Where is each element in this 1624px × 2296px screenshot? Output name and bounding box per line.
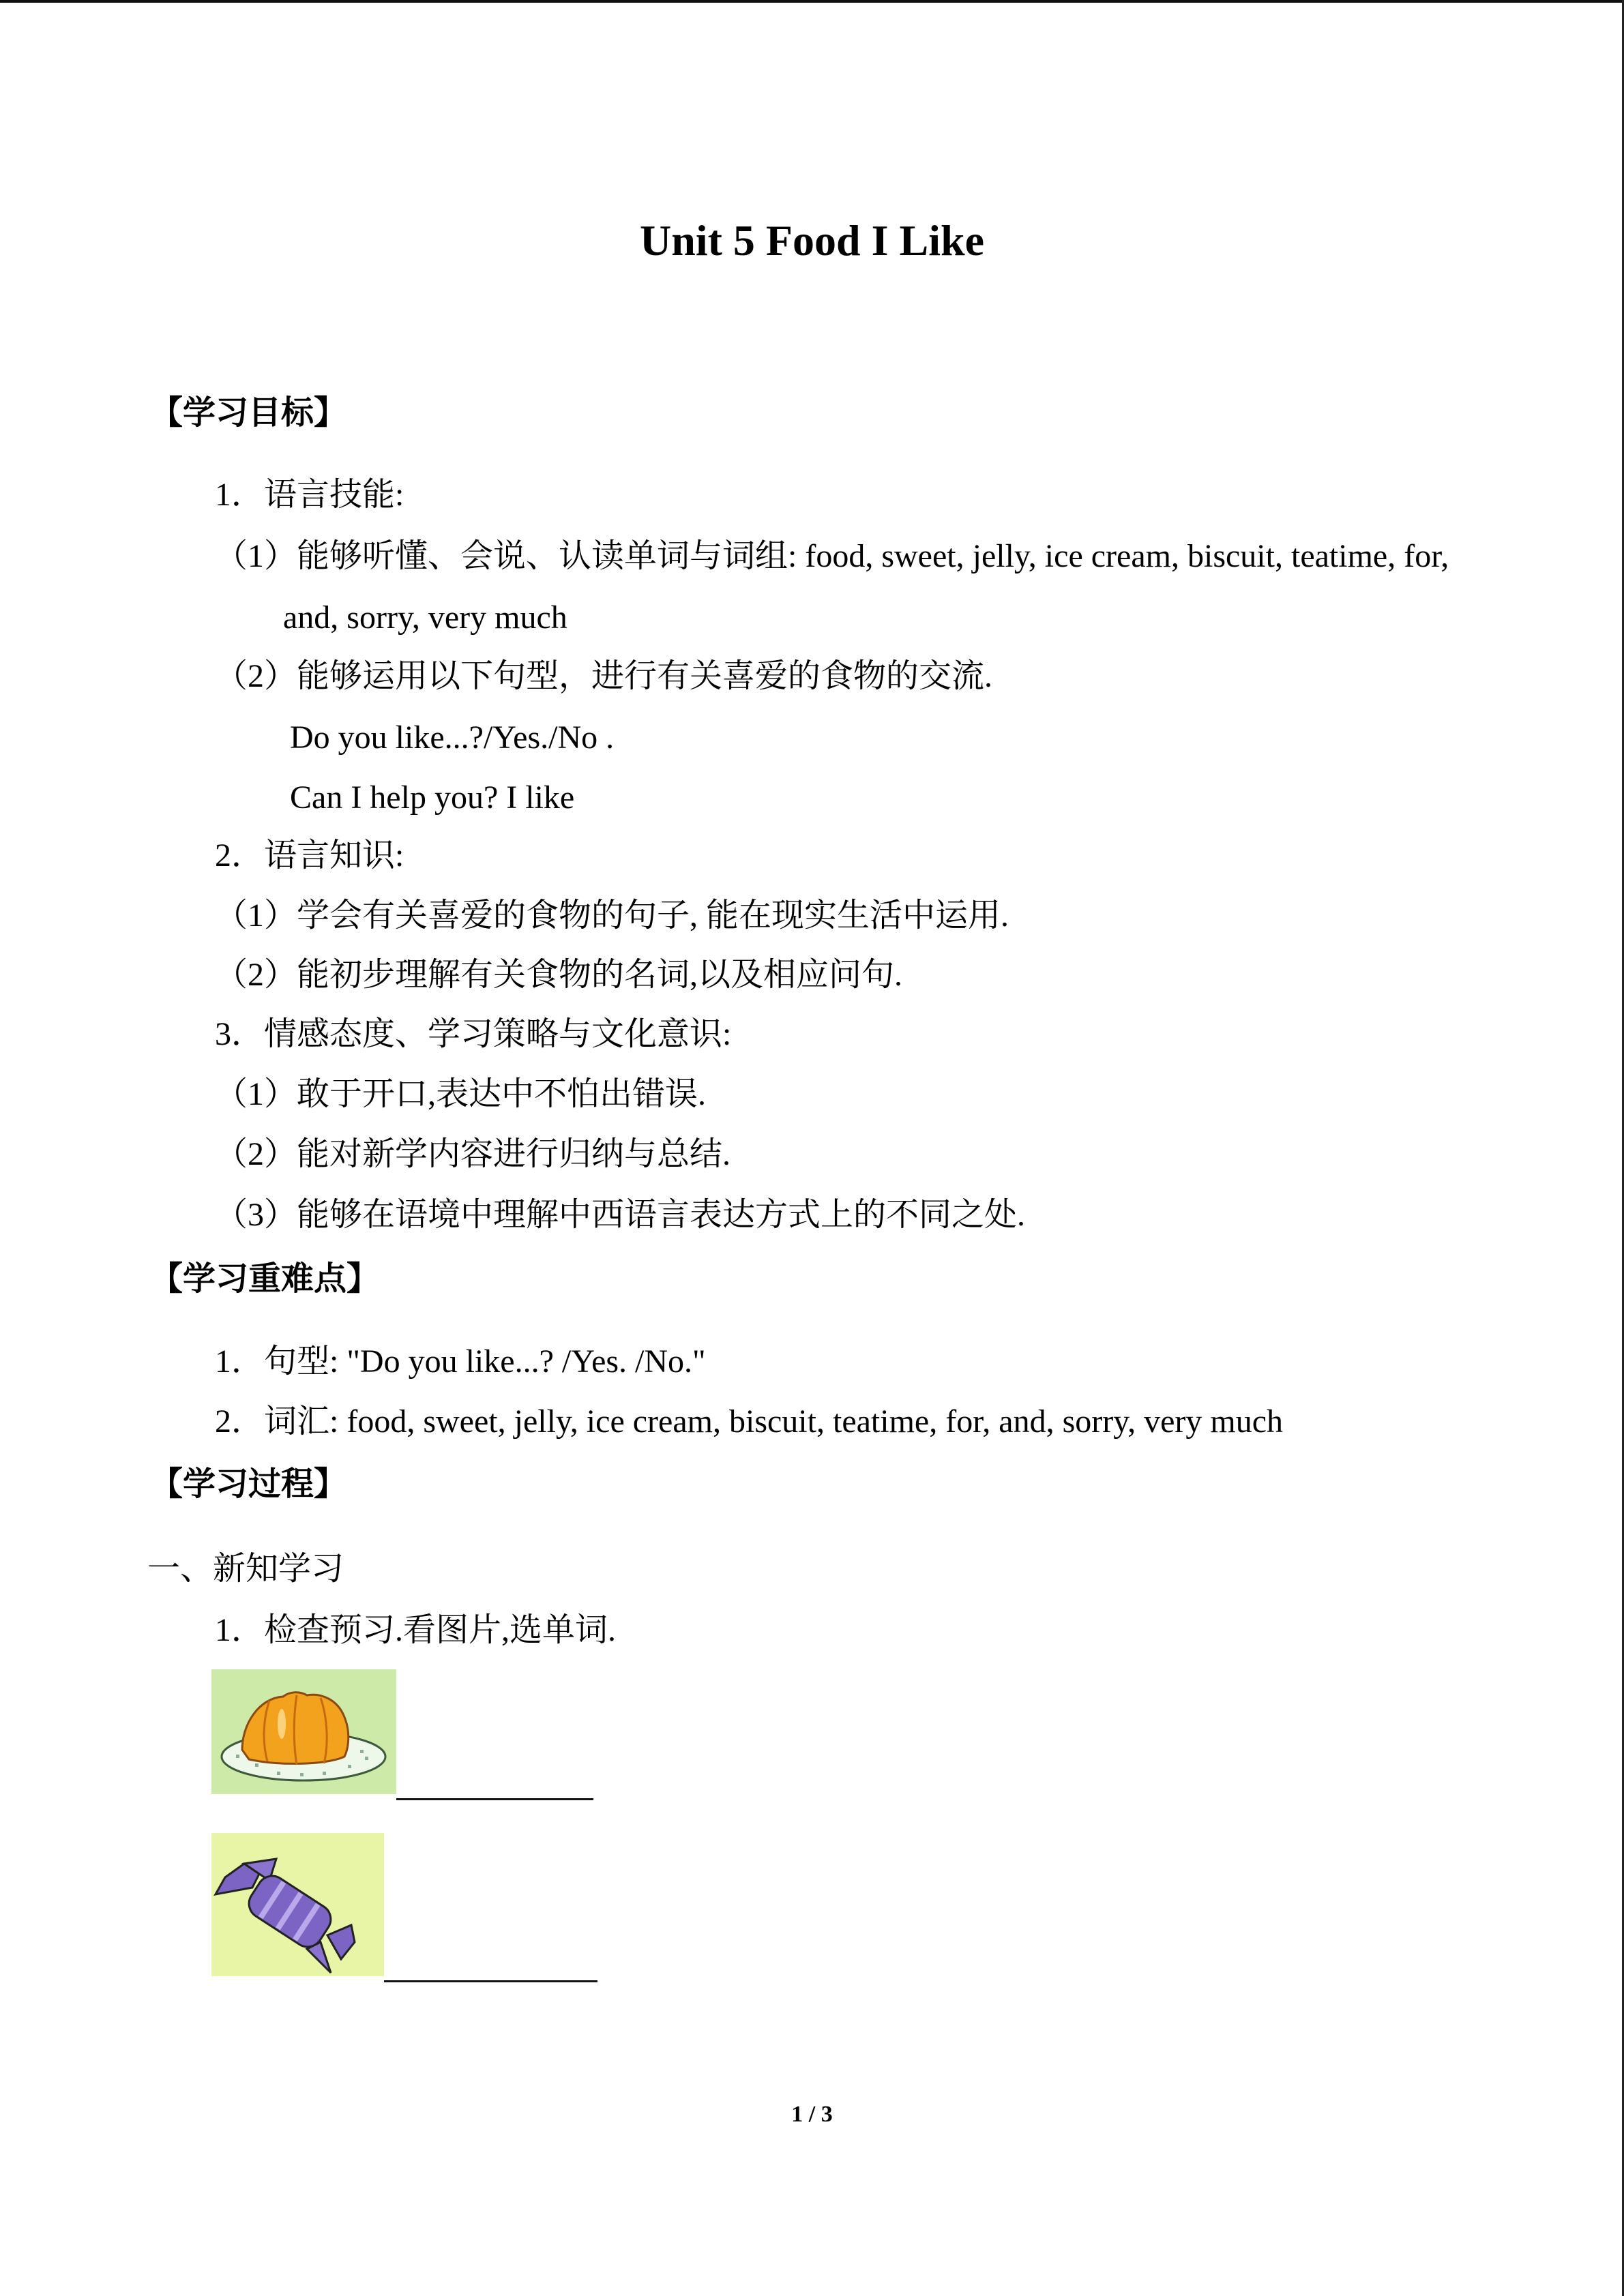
objective-attitude-2: （2）能对新学内容进行归纳与总结.: [215, 1136, 731, 1172]
key-point-vocabulary: 2．词汇: food, sweet, jelly, ice cream, biscuit, teatime, for, and, sorry, very much: [215, 1403, 1284, 1440]
heading-key-points: 【学习重难点】: [150, 1261, 380, 1297]
objective-attitude-1: （1）敢于开口,表达中不怕出错误.: [215, 1076, 707, 1112]
sentence-pattern-2: Can I help you? I like: [290, 779, 575, 816]
sweet-candy-icon: [211, 1833, 384, 1976]
heading-learning-process: 【学习过程】: [150, 1466, 347, 1502]
objective-language-knowledge: 2．语言知识:: [215, 837, 404, 874]
page-number: 1 / 3: [791, 2102, 833, 2127]
sweet-answer-blank: [384, 1980, 597, 1982]
subheading-new-knowledge: 一、新知学习: [147, 1551, 344, 1587]
document-title: Unit 5 Food I Like: [640, 216, 984, 265]
objective-knowledge-1: （1）学会有关喜爱的食物的句子, 能在现实生活中运用.: [215, 897, 1009, 934]
objective-knowledge-2: （2）能初步理解有关食物的名词,以及相应问句.: [215, 957, 903, 993]
objective-attitude-3: （3）能够在语境中理解中西语言表达方式上的不同之处.: [215, 1197, 1026, 1233]
objective-skill-2: （2）能够运用以下句型，进行有关喜爱的食物的交流.: [215, 658, 993, 694]
objective-attitude: 3．情感态度、学习策略与文化意识:: [215, 1016, 732, 1052]
sentence-pattern-1: Do you like...?/Yes./No .: [290, 719, 615, 756]
jelly-picture: [211, 1669, 396, 1794]
task-check-preview: 1．检查预习.看图片,选单词.: [215, 1612, 617, 1648]
heading-learning-objectives: 【学习目标】: [150, 395, 347, 431]
objective-skill-1-cont: and, sorry, very much: [283, 599, 567, 636]
sweet-picture: [211, 1833, 384, 1976]
jelly-answer-blank: [396, 1798, 593, 1800]
page-top-border: [0, 0, 1624, 3]
objective-language-skills: 1．语言技能:: [215, 477, 404, 513]
jelly-icon: [211, 1669, 396, 1794]
objective-skill-1: （1）能够听懂、会说、认读单词与词组: food, sweet, jelly, ice cream, biscuit, teatime, for,: [215, 538, 1449, 574]
key-point-sentence: 1．句型: "Do you like...? /Yes. /No.": [215, 1343, 706, 1380]
